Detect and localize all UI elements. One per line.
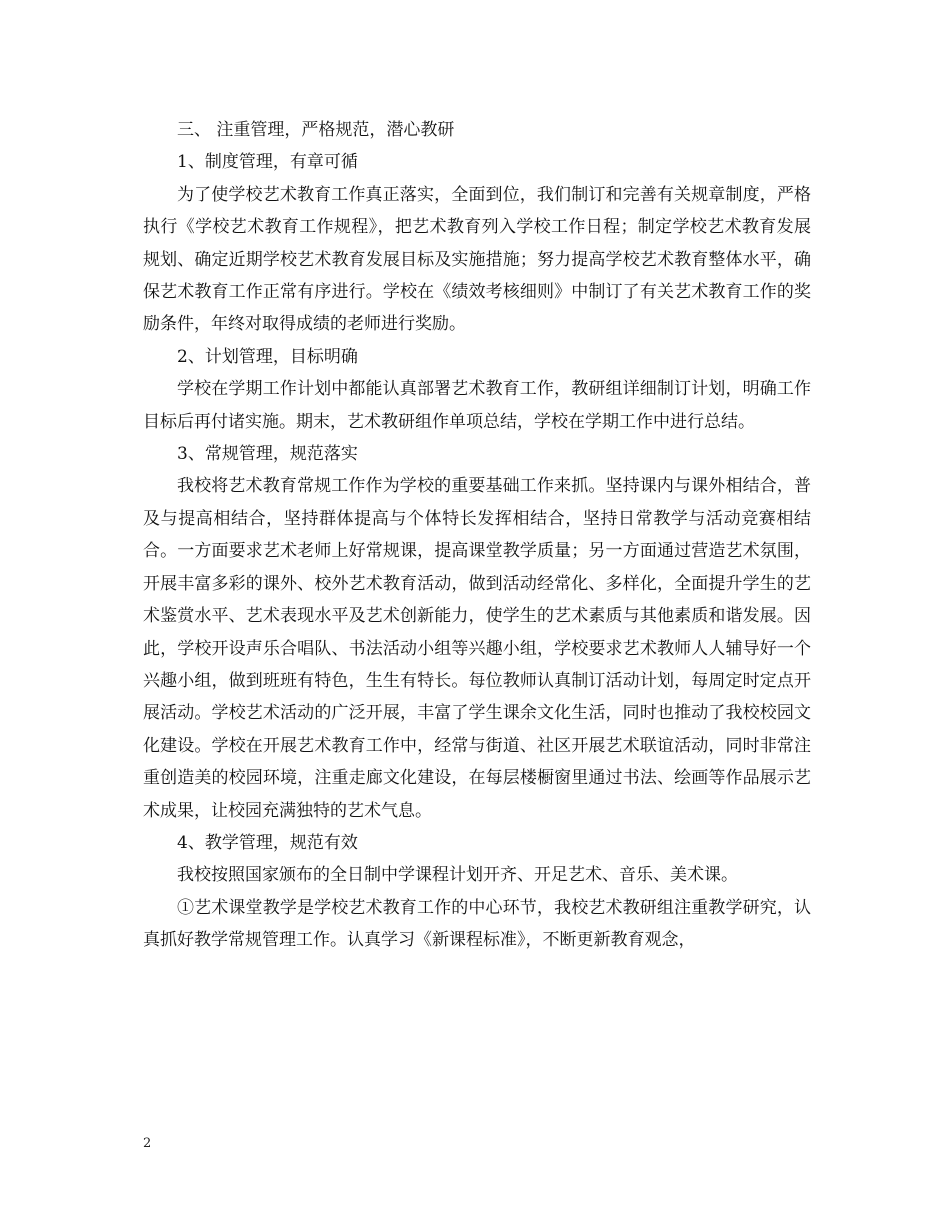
subheading-institutional-management: 1、制度管理，有章可循 xyxy=(177,152,358,173)
section-heading: 三、 注重管理，严格规范，潜心教研 xyxy=(177,120,455,140)
paragraph-routine-management: 我校将艺术教育常规工作作为学校的重要基础工作来抓。坚持课内与课外相结合，普及与提高相结合，坚持群体提高与个体特长发挥相结合，坚持日常教学与活动竞赛相结合。一方面要求艺术老师上好常规课，提高课堂教学质量；另一方面通过营造艺术氛围，开展丰富多彩的课外、校外艺术教育活动，做到活动经常化、多样化，全面提升学生的艺术鉴赏水平、艺术表现水平及艺术创新能力，使学生的艺术素质与其他素质和谐发展。因此，学校开设声乐合唱队、书法活动小组等兴趣小组，学校要求艺术教师人人辅导好一个兴趣小组，做到班班有特色，生生有特长。每位教师认真制订活动计划，每周定时定点开展活动。学校艺术活动的广泛开展，丰富了学生课余文化生活，同时也推动了我校校园文化建设。学校在开展艺术教育工作中，经常与街道、社区开展艺术联谊活动，同时非常注重创造美的校园环境，注重走廊文化建设，在每层楼橱窗里通过书法、绘画等作品展示艺术成果，让校园充满独特的艺术气息。 xyxy=(143,476,811,821)
document-body xyxy=(143,114,811,957)
paragraph-curriculum: 我校按照国家颁布的全日制中学课程计划开齐、开足艺术、音乐、美术课。 xyxy=(177,865,738,886)
paragraph-institutional-management: 为了使学校艺术教育工作真正落实，全面到位，我们制订和完善有关规章制度，严格执行《学校艺术教育工作规程》，把艺术教育列入学校工作日程；制定学校艺术教育发展规划、确定近期学校艺术教育发展目标及实施措施；努力提高学校艺术教育整体水平，确保艺术教育工作正常有序进行。学校在《绩效考核细则》中制订了有关艺术教育工作的奖励条件，年终对取得成绩的老师进行奖励。 xyxy=(143,184,811,335)
subheading-teaching-management: 4、教学管理，规范有效 xyxy=(177,832,358,853)
page-number: 2 xyxy=(143,1136,152,1151)
paragraph-classroom-teaching: ①艺术课堂教学是学校艺术教育工作的中心环节，我校艺术教研组注重教学研究，认真抓好教学常规管理工作。认真学习《新课程标准》，不断更新教育观念， xyxy=(143,897,811,951)
subheading-routine-management: 3、常规管理，规范落实 xyxy=(177,444,358,465)
paragraph-plan-management: 学校在学期工作计划中都能认真部署艺术教育工作，教研组详细制订计划，明确工作目标后再付诸实施。期末，艺术教研组作单项总结，学校在学期工作中进行总结。 xyxy=(143,379,811,432)
subheading-plan-management: 2、计划管理，目标明确 xyxy=(177,346,358,367)
